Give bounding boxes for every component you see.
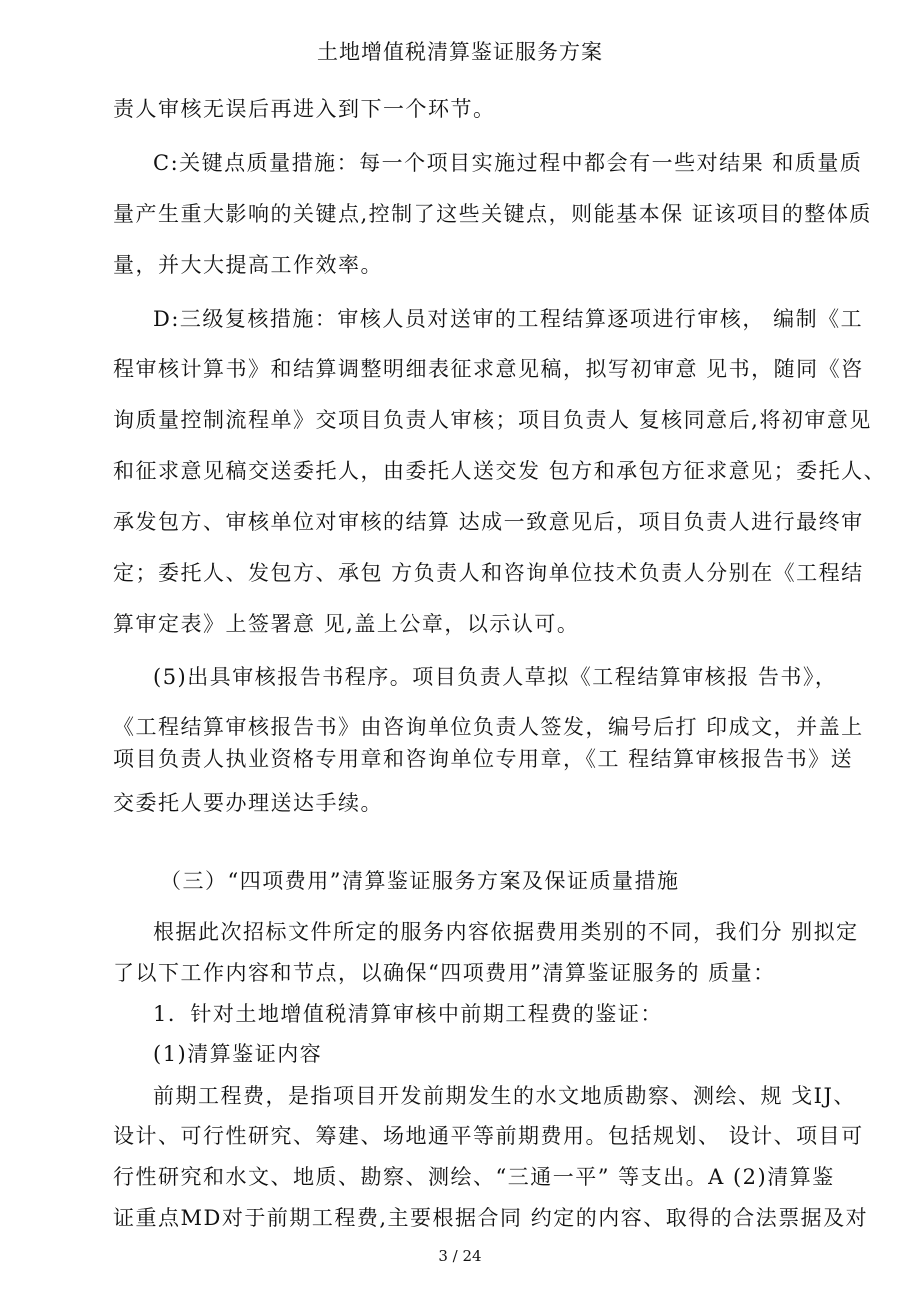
paragraph-line: 承发包方、审核单位对审核的结算 达成一致意见后，项目负责人进行最终审 [113, 510, 864, 534]
paragraph-line: D:三级复核措施：审核人员对送审的工程结算逐项进行审核， 编制《工 [153, 307, 864, 331]
paragraph-line: 定；委托人、发包方、承包 方负责人和咨询单位技术负责人分别在《工程结 [113, 561, 864, 585]
paragraph-line: (1)清算鉴证内容 [153, 1042, 323, 1066]
paragraph-line: (5)出具审核报告书程序。项目负责人草拟《工程结算审核报 告书》， [153, 665, 838, 689]
paragraph-line: 了以下工作内容和节点，以确保“四项费用”清算鉴证服务的 质量： [113, 961, 776, 985]
section-heading: （三）“四项费用”清算鉴证服务方案及保证质量措施 [160, 869, 680, 893]
paragraph-line: 算审定表》上签署意 见,盖上公章，以示认可。 [113, 612, 580, 636]
paragraph-line: 项目负责人执业资格专用章和咨询单位专用章，《工 程结算审核报告书》送 [113, 747, 854, 771]
paragraph-line: 程审核计算书》和结算调整明细表征求意见稿，拟写初审意 见书，随同《咨 [113, 357, 864, 381]
paragraph-line: 行性研究和水文、地质、勘察、测绘、“三通一平” 等支出。A (2)清算鉴 [113, 1165, 835, 1189]
paragraph-line: C:关键点质量措施：每一个项目实施过程中都会有一些对结果 和质量质 [153, 151, 863, 175]
paragraph-line: 证重点MD对于前期工程费,主要根据合同 约定的内容、取得的合法票据及对 [113, 1206, 869, 1230]
page-number: 3 / 24 [438, 1247, 482, 1265]
paragraph-line: 根据此次招标文件所定的服务内容依据费用类别的不同，我们分 别拟定 [153, 920, 859, 944]
page-header-title: 土地增值税清算鉴证服务方案 [317, 40, 603, 64]
paragraph-line: 《工程结算审核报告书》由咨询单位负责人签发，编号后打 印成文，并盖上 [113, 715, 864, 739]
paragraph-line: 责人审核无误后再进入到下一个环节。 [113, 97, 496, 121]
paragraph-line: 询质量控制流程单》交项目负责人审核；项目负责人 复核同意后,将初审意见 [113, 408, 872, 432]
paragraph-line: 前期工程费，是指项目开发前期发生的水文地质勘察、测绘、规 戈IJ、 [153, 1084, 856, 1108]
paragraph-line: 1．针对土地增值税清算审核中前期工程费的鉴证： [153, 1002, 663, 1026]
paragraph-line: 交委托人要办理送达手续。 [113, 791, 383, 815]
paragraph-line: 设计、可行性研究、筹建、场地通平等前期费用。包括规划、 设计、项目可 [113, 1124, 864, 1148]
paragraph-line: 和征求意见稿交送委托人，由委托人送交发 包方和承包方征求意见；委托人、 [113, 459, 887, 483]
paragraph-line: 量产生重大影响的关键点,控制了这些关键点，则能基本保 证该项目的整体质 [113, 202, 872, 226]
paragraph-line: 量，并大大提高工作效率。 [113, 253, 383, 277]
